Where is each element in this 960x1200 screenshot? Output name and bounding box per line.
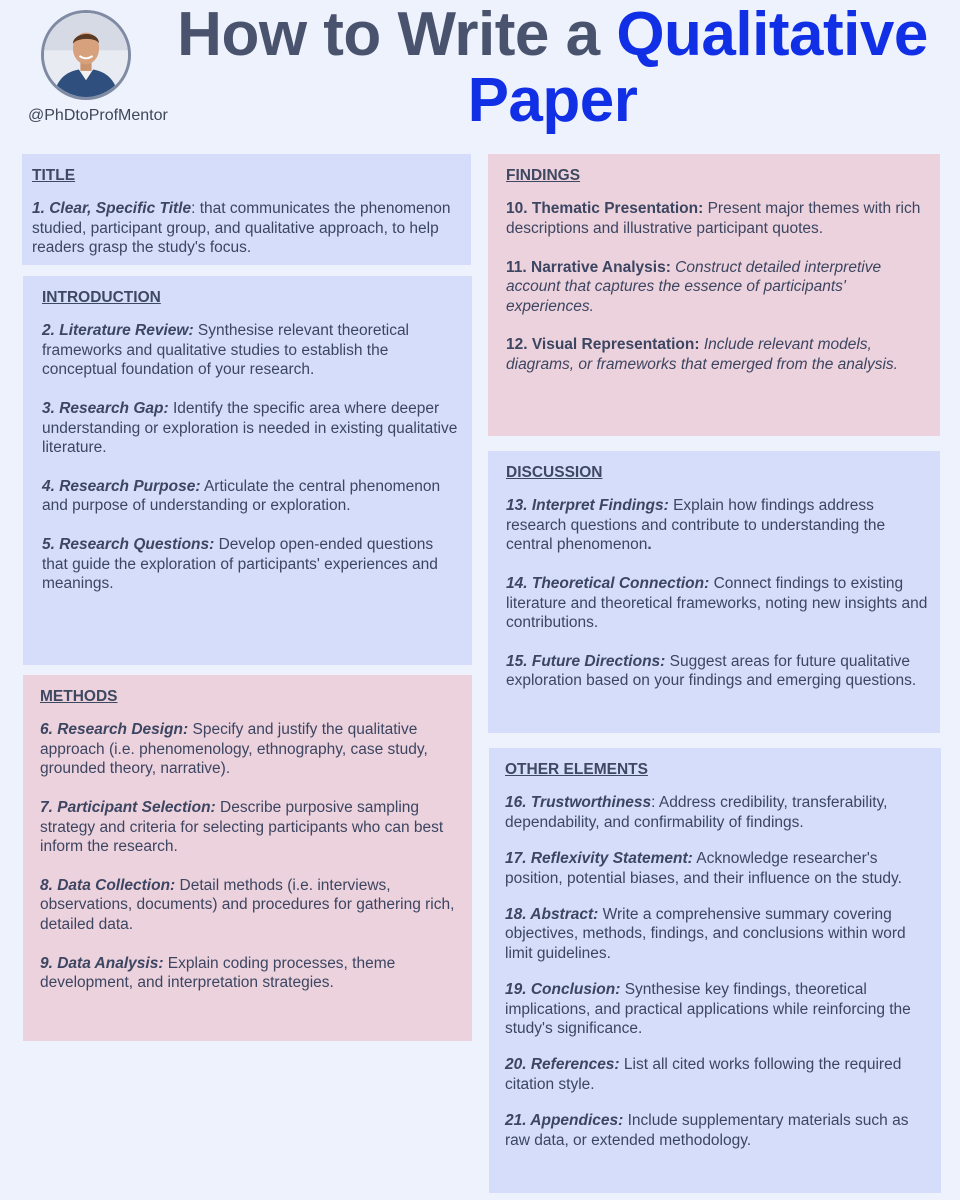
- item-label: 2. Literature Review:: [42, 322, 194, 340]
- item-label: 9. Data Analysis:: [40, 954, 164, 972]
- item-label: 12. Visual Representation:: [506, 336, 700, 354]
- item-label: 7. Participant Selection:: [40, 799, 216, 817]
- item-label: 14. Theoretical Connection:: [506, 575, 710, 593]
- section-other-elements-card: [489, 748, 941, 1193]
- section-findings-card: [488, 154, 940, 436]
- list-item: [32, 199, 461, 257]
- list-item: [505, 980, 931, 1038]
- list-item: [506, 574, 930, 632]
- list-item: [505, 905, 931, 963]
- item-description: Detail methods (i.e. interviews, observations, documents) and procedures for gathering rich, detailed data.: [40, 876, 455, 933]
- profile-photo-icon: [44, 13, 128, 97]
- item-label: 20. References:: [505, 1056, 620, 1074]
- item-description: Connect findings to existing literature and theoretical frameworks, noting new insights and contributions.: [506, 575, 928, 631]
- list-item: [505, 849, 931, 888]
- item-label: 4. Research Purpose:: [42, 477, 201, 495]
- list-item: [42, 477, 462, 516]
- author-handle: @PhDtoProfMentor: [28, 107, 168, 124]
- section-heading: INTRODUCTION: [42, 289, 161, 306]
- list-item: [506, 199, 930, 238]
- list-item: [40, 954, 462, 993]
- list-item: [42, 399, 462, 457]
- section-heading: OTHER ELEMENTS: [505, 761, 648, 778]
- item-label: 21. Appendices:: [505, 1112, 624, 1130]
- item-description: Specify and justify the qualitative approach (i.e. phenomenology, ethnography, case study, grounded theory, narrative).: [40, 721, 428, 778]
- avatar: [41, 10, 131, 100]
- item-description: : that communicates the phenomenon studied, participant group, and qualitative approach, to help readers grasp the study's focus.: [32, 200, 451, 257]
- item-description: List all cited works following the required citation style.: [505, 1056, 902, 1093]
- item-description: Identify the specific area where deeper understanding or exploration is needed in existing qualitative literature.: [42, 400, 458, 456]
- list-item: [42, 535, 462, 593]
- item-label: 11. Narrative Analysis:: [506, 258, 671, 276]
- item-label: 5. Research Questions:: [42, 536, 215, 554]
- page-title: [150, 2, 955, 134]
- list-item: [506, 652, 930, 691]
- item-description: Construct detailed interpretive account that captures the essence of participants' experiences.: [506, 258, 882, 315]
- list-item: [42, 321, 462, 379]
- section-heading: TITLE: [32, 167, 76, 184]
- list-item: [506, 258, 930, 316]
- item-description: Present major themes with rich descriptions and illustrative participant quotes.: [506, 200, 921, 237]
- item-description: Describe purposive sampling strategy and criteria for selecting participants who can best inform the research.: [40, 799, 444, 855]
- item-description: Write a comprehensive summary covering objectives, methods, findings, and conclusions within word limit guidelines.: [505, 906, 906, 962]
- section-heading: FINDINGS: [506, 167, 581, 184]
- list-item: [505, 793, 931, 832]
- section-introduction-card: [23, 276, 472, 665]
- item-description: Explain coding processes, theme development, and interpretation strategies.: [40, 954, 396, 991]
- item-description: Synthesise key findings, theoretical implications, and practical applications while reinforcing the study's significance.: [505, 981, 911, 1038]
- section-methods-card: [23, 675, 472, 1041]
- item-label: 19. Conclusion:: [505, 981, 621, 999]
- item-label: 10. Thematic Presentation:: [506, 200, 704, 218]
- item-description: Articulate the central phenomenon and purpose of understanding or exploration.: [42, 477, 441, 515]
- list-item: [505, 1111, 931, 1150]
- item-label: 3. Research Gap:: [42, 400, 169, 418]
- title-part-2: Paper: [467, 66, 638, 135]
- list-item: [40, 876, 462, 934]
- item-description: Synthesise relevant theoretical frameworks and qualitative studies to establish the conceptual foundation of your research.: [42, 322, 410, 379]
- item-description: Acknowledge researcher's position, potential biases, and their influence on the study.: [505, 850, 902, 887]
- item-tail: .: [647, 536, 652, 554]
- section-discussion-card: [488, 451, 940, 733]
- list-item: [505, 1055, 931, 1094]
- list-item: [506, 496, 930, 554]
- item-label: 16. Trustworthiness: [505, 794, 652, 812]
- item-label: 17. Reflexivity Statement:: [505, 850, 693, 868]
- item-label: 1. Clear, Specific Title: [32, 200, 192, 218]
- section-heading: METHODS: [40, 688, 118, 705]
- item-label: 6. Research Design:: [40, 721, 189, 739]
- section-title-card: [22, 154, 471, 265]
- item-description: Include relevant models, diagrams, or frameworks that emerged from the analysis.: [506, 336, 898, 373]
- item-label: 8. Data Collection:: [40, 876, 176, 894]
- item-description: Explain how findings address research questions and contribute to understanding the central phenomenon: [506, 497, 886, 554]
- item-description: Include supplementary materials such as raw data, or extended methodology.: [505, 1112, 909, 1149]
- item-label: 18. Abstract:: [505, 906, 599, 924]
- item-label: 15. Future Directions:: [506, 652, 666, 670]
- item-description: : Address credibility, transferability, dependability, and confirmability of findings.: [505, 794, 888, 831]
- list-item: [506, 335, 930, 374]
- item-label: 13. Interpret Findings:: [506, 497, 669, 515]
- list-item: [40, 798, 462, 856]
- list-item: [40, 720, 462, 778]
- section-heading: DISCUSSION: [506, 464, 603, 481]
- title-part-1: How to Write a: [177, 0, 617, 69]
- item-description: Develop open-ended questions that guide the exploration of participants' experiences and meanings.: [42, 536, 438, 592]
- title-accent: Qualitative: [616, 0, 928, 69]
- item-description: Suggest areas for future qualitative exploration based on your findings and emerging questions.: [506, 652, 917, 690]
